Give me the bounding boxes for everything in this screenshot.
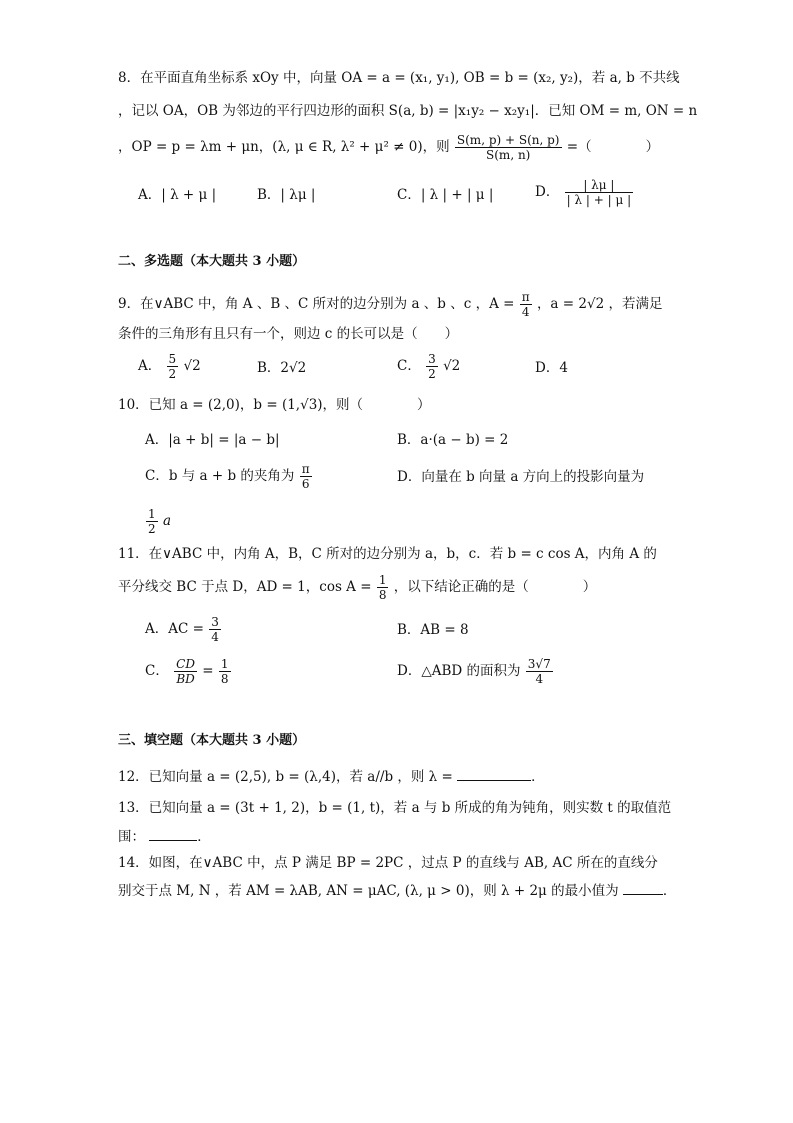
q11-cos-fraction: [377, 573, 389, 602]
q11-option-d-fraction: [526, 657, 553, 686]
q8-ratio-denominator: S(m, n): [486, 148, 531, 162]
q9-option-a-radical: √2: [183, 358, 201, 374]
q11-option-d-label: D．△ABD 的面积为: [397, 663, 521, 679]
q10-option-d-numerator: 1: [148, 507, 156, 521]
q11-option-c-numerator-2: 1: [220, 657, 229, 671]
q8-option-b[interactable]: B．| λμ |: [257, 187, 316, 203]
q9-option-b[interactable]: B．2√2: [257, 360, 307, 376]
q12-answer-blank[interactable]: [457, 766, 531, 781]
q11-option-d-numerator: 3√7: [527, 657, 551, 671]
q10-option-c[interactable]: [145, 462, 313, 491]
q9-option-a-numerator: 5: [168, 352, 177, 366]
section-3-heading: 三、填空题（本大题共 3 小题）: [118, 733, 306, 748]
q10-option-d-denominator: 2: [148, 522, 156, 536]
q11-line2-a: 平分线交 BC 于点 D，AD = 1，cos A =: [118, 579, 372, 595]
q10-option-d-fraction: [146, 507, 158, 536]
q9-option-c-radical: √2: [443, 358, 461, 374]
q9-option-c-numerator: 3: [428, 352, 436, 366]
q14-end: ．: [662, 883, 677, 899]
q11-cos-denominator: 8: [378, 588, 387, 602]
q14-line2: [118, 880, 676, 901]
q8-line2: ，记以 OA，OB 为邻边的平行四边形的面积 S(a, b) = |x₁y₂ − x₂y₁|．已知 OM = m, ON = n: [118, 103, 698, 119]
q9-angle-denominator: 4: [521, 305, 530, 319]
q10-option-c-fraction: [300, 462, 312, 491]
q10-line1: 10．已知 a = (2,0)，b = (1,√3)，则（ ）: [118, 397, 431, 413]
q11-option-c-denominator-2: 8: [220, 672, 229, 686]
q12-text: 12．已知向量 a = (2,5), b = (λ,4)，若 a//b ，则 λ =: [118, 769, 453, 785]
q12-line: [118, 766, 545, 787]
q9-option-a-denominator: 2: [168, 367, 177, 381]
q8-option-a[interactable]: A．| λ + μ |: [138, 187, 217, 203]
q11-option-a-numerator: 3: [211, 615, 219, 629]
q8-option-d-label: D．: [535, 184, 560, 200]
q10-option-c-numerator: π: [301, 462, 310, 476]
q9-line1-b: ，a = 2√2 ，若满足: [536, 296, 663, 312]
q8-option-d-denominator: | λ | + | μ |: [566, 193, 632, 207]
q8-option-c[interactable]: C．| λ | + | μ |: [397, 187, 494, 203]
q11-option-c-numerator-1: CD: [176, 657, 195, 671]
q8-option-d-fraction: [565, 178, 634, 207]
q8-line3-post: =（ ）: [566, 139, 660, 155]
q11-option-a-label: A．AC =: [145, 621, 204, 637]
q11-option-a[interactable]: [145, 615, 222, 644]
q11-option-a-fraction: [209, 615, 221, 644]
section-2-heading: 二、多选题（本大题共 3 小题）: [118, 254, 306, 269]
q10-option-d[interactable]: D．向量在 b 向量 a 方向上的投影向量为: [397, 469, 645, 485]
q9-angle-numerator: π: [521, 290, 530, 304]
q8-ratio-fraction: [455, 133, 562, 162]
q8-line3-pre: ，OP = p = λm + μn，(λ, μ ∈ R, λ² + μ² ≠ 0)，则: [118, 139, 450, 155]
q8-line3: [118, 133, 659, 162]
q11-line2-b: ，以下结论正确的是（ ）: [393, 579, 597, 595]
q10-option-d-continuation: [145, 507, 171, 536]
q11-cos-numerator: 1: [378, 573, 387, 587]
q9-option-c-fraction: [426, 352, 438, 381]
q11-option-c[interactable]: [145, 657, 232, 686]
q10-option-c-text: C．b 与 a + b 的夹角为: [145, 468, 295, 484]
q8-line1: 8．在平面直角坐标系 xOy 中，向量 OA = a = (x₁, y₁), OB = b = (x₂, y₂)，若 a, b 不共线: [118, 70, 680, 86]
q9-line1: [118, 290, 662, 319]
q9-angle-fraction: [520, 290, 532, 319]
q9-line1-a: 9．在∨ABC 中，角 A 、B 、C 所对的边分别为 a 、b 、c ，A =: [118, 296, 515, 312]
q11-line1: 11．在∨ABC 中，内角 A，B，C 所对的边分别为 a，b，c．若 b = c cos A，内角 A 的: [118, 546, 657, 562]
q13-line1: 13．已知向量 a = (3t + 1, 2)，b = (1, t)，若 a 与 b 所成的角为钝角，则实数 t 的取值范: [118, 800, 672, 816]
q13-end: ．: [197, 829, 211, 845]
q9-option-a[interactable]: [138, 352, 201, 381]
q11-option-d-denominator: 4: [535, 672, 544, 686]
q9-option-c-label: C．: [397, 358, 421, 374]
q10-option-a[interactable]: A．|a + b| = |a − b|: [145, 432, 280, 448]
q9-option-a-fraction: [167, 352, 179, 381]
q12-end: ．: [531, 769, 545, 785]
q9-option-a-label: A．: [138, 358, 162, 374]
q9-option-c[interactable]: [397, 352, 460, 381]
q11-option-c-fraction-1: [174, 657, 197, 686]
q9-line2: 条件的三角形有且只有一个，则边 c 的长可以是（ ）: [118, 326, 459, 342]
q14-answer-blank[interactable]: [623, 880, 663, 895]
q13-line2: [118, 826, 211, 847]
q10-option-d-vector: a: [162, 513, 171, 529]
q9-option-c-denominator: 2: [428, 367, 436, 381]
q8-ratio-numerator: S(m, p) + S(n, p): [456, 133, 560, 147]
q11-option-b[interactable]: B．AB = 8: [397, 622, 469, 638]
q11-option-c-equals: =: [202, 663, 214, 679]
q11-option-c-label: C．: [145, 663, 169, 679]
q13-answer-blank[interactable]: [149, 826, 197, 841]
q11-option-c-denominator-1: BD: [176, 672, 195, 686]
q13-line2-text: 围：: [118, 829, 145, 845]
q9-option-d[interactable]: D．4: [535, 360, 568, 376]
q10-option-b[interactable]: B．a·(a − b) = 2: [397, 432, 509, 448]
q14-line1: 14．如图，在∨ABC 中，点 P 满足 BP = 2PC ，过点 P 的直线与 AB, AC 所在的直线分: [118, 855, 658, 871]
q10-option-c-denominator: 6: [301, 477, 310, 491]
q11-option-c-fraction-2: [219, 657, 231, 686]
q8-option-d[interactable]: [535, 178, 634, 207]
q11-option-a-denominator: 4: [211, 630, 219, 644]
q11-option-d[interactable]: [397, 657, 554, 686]
q14-line2-text: 别交于点 M, N ，若 AM = λAB, AN = μAC, (λ, μ > 0)，则 λ + 2μ 的最小值为: [118, 883, 619, 899]
q8-option-d-numerator: | λμ |: [565, 178, 634, 193]
q11-line2: [118, 573, 596, 602]
